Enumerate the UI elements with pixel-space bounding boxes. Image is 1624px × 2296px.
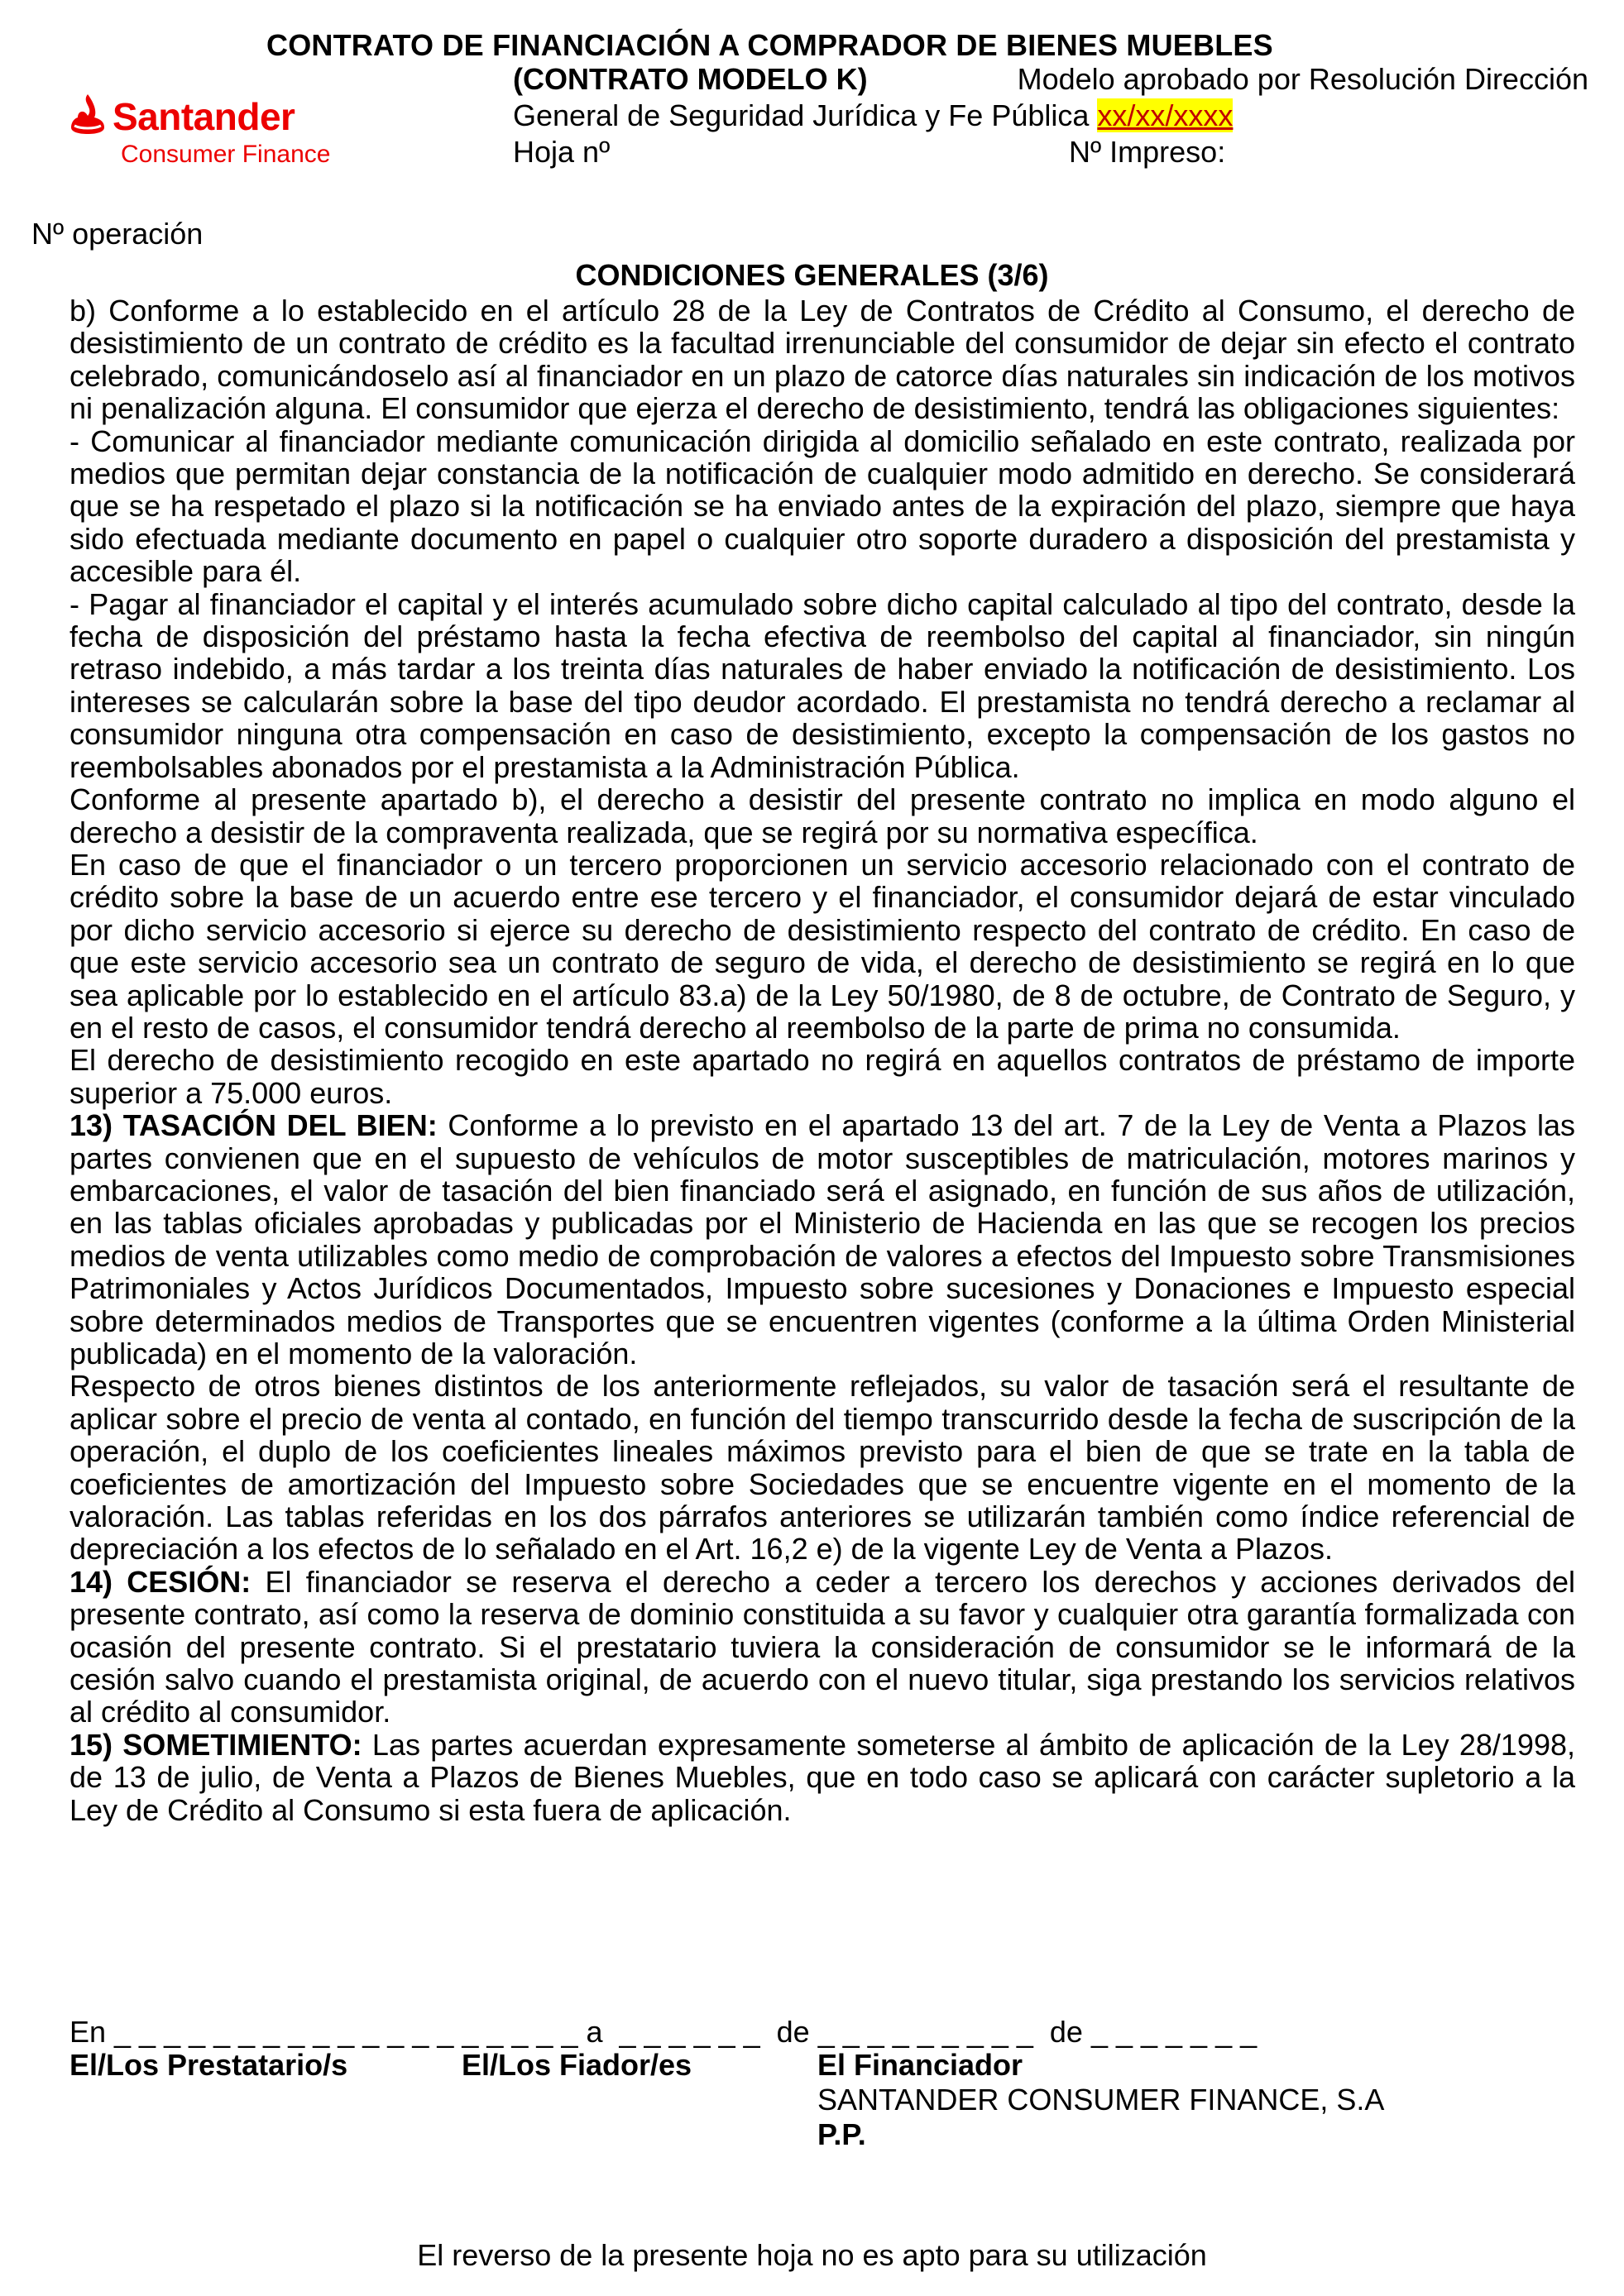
flame-icon [69,93,106,136]
document-title: CONTRATO DE FINANCIACIÓN A COMPRADOR DE BIENES MUEBLES [266,28,1273,62]
clause-paragraph: Conforme al presente apartado b), el derecho a desistir del presente contrato no implica en modo alguno el derecho a desistir de la compraventa realizada, que se regirá por su normativa específica. [69,782,1575,849]
clause-heading: 15) SOMETIMIENTO: [69,1727,362,1762]
clause-paragraph: En caso de que el financiador o un tercero proporcionen un servicio accesorio relacionado con el contrato de crédito sobre la base de un acuerdo entre ese tercero y el financiador, el consumidor dejará de estar vinculado por dicho servicio accesorio si ejerce su derecho de desistimiento respecto del contrato de crédito. En caso de que este servicio accesorio sea un contrato de seguro de vida, el derecho de desistimiento se regirá en lo que sea aplicable por lo establecido en el artículo 83.a) de la Ley 50/1980, de 8 de octubre, de Contrato de Seguro, y en el resto de casos, el consumidor tendrá derecho al reembolso de la parte de prima no consumida. [69,847,1575,1045]
model-date: xx/xx/xxxx [1097,98,1234,132]
place-date-line: En _ _ _ _ _ _ _ _ _ _ _ _ _ _ _ _ _ _ _ a _ _ _ _ _ _ de _ _ _ _ _ _ _ _ _ de _ _ _ _ _ _ _ [69,2015,1258,2049]
clause-text: Las partes acuerdan expresamente someterse al ámbito de aplicación de la Ley 28/1998, de 13 de julio, de Venta a Plazos de Bienes Muebles, que en todo caso se aplicará con carácter supletorio a la Ley de Crédito al Consumo si esta fuera de aplicación. [69,1727,1575,1827]
clause-heading: 13) TASACIÓN DEL BIEN: [69,1108,438,1143]
model-info [513,61,1588,170]
clause-sometimiento [69,1729,1575,1826]
financier-pp: P.P. [817,2117,866,2151]
clause-cesion [69,1566,1575,1729]
clause-paragraph: b) Conforme a lo establecido en el artículo 28 de la Ley de Contratos de Crédito al Consumo, el derecho de desistimiento de un contrato de crédito es la facultad irrenunciable del consumidor de dejar sin efecto el contrato celebrado, comunicándoselo así al financiador en un plazo de catorce días naturales sin indicación de los motivos ni penalización alguna. El consumidor que ejerza el derecho de desistimiento, tendrá las obligaciones siguientes: [69,294,1575,426]
sheet-number-label: Hoja nº [513,135,611,169]
clause-paragraph: Respecto de otros bienes distintos de los anteriormente reflejados, su valor de tasación será el resultante de aplicar sobre el precio de venta al contado, en función del tiempo transcurrido desde la fecha de suscripción de la operación, el duplo de los coeficientes lineales máximos previsto para el bien de que se trate en la tabla de coeficientes de amortización del Impuesto sobre Sociedades que se encuentre vigente en el momento de la valoración. Las tablas referidas en los dos párrafos anteriores se utilizarán también como índice referencial de depreciación a los efectos de lo señalado en el Art. 16,2 e) de la vigente Ley de Venta a Plazos. [69,1369,1575,1567]
signature-borrower: El/Los Prestatario/s [69,2048,348,2082]
model-approval-1: Modelo aprobado por Resolución Dirección [1017,62,1588,96]
print-number-label: Nº Impreso: [1069,135,1226,169]
operation-number-label: Nº operación [31,217,204,251]
clause-text: El financiador se reserva el derecho a ceder a tercero los derechos y acciones derivados del presente contrato, así como la reserva de dominio constituida a su favor y cualquier otra garantía formalizada con ocasión del presente contrato. Si el prestatario tuviera la consideración de consumidor se le informará de la cesión salvo cuando el prestamista original, de acuerdo con el nuevo titular, siga prestando los servicios relativos al crédito al consumidor. [69,1564,1575,1729]
clause-paragraph: El derecho de desistimiento recogido en este apartado no regirá en aquellos contratos de préstamo de importe superior a 75.000 euros. [69,1043,1575,1110]
clause-paragraph: - Pagar al financiador el capital y el interés acumulado sobre dicho capital calculado al tipo del contrato, desde la fecha de disposición del préstamo hasta la fecha efectiva de reembolso del capital al financiador, sin ningún retraso indebido, a más tardar a los treinta días naturales de haber enviado la notificación de desistimiento. Los intereses se calcularán sobre la base del tipo deudor acordado. El prestamista no tendrá derecho a reclamar al consumidor ninguna otra compensación en caso de desistimiento, excepto la compensación de los gastos no reembolsables abonados por el prestamista a la Administración Pública. [69,586,1575,784]
model-code: (CONTRATO MODELO K) [513,62,868,96]
financier-label: El Financiador [817,2048,1023,2082]
santander-logo [69,93,343,172]
clause-tasacion [69,1109,1575,1370]
clause-heading: 14) CESIÓN: [69,1564,252,1599]
section-title: CONDICIONES GENERALES (3/6) [575,258,1049,292]
clause-paragraph: - Comunicar al financiador mediante comunicación dirigida al domicilio señalado en este contrato, realizada por medios que permitan dejar constancia de la notificación de cualquier modo admitido en derecho. Se considerará que se ha respetado el plazo si la notificación se ha enviado antes de la expiración del plazo, siempre que haya sido efectuada mediante documento en papel o cualquier otro soporte duradero a disposición del prestamista y accesible para él. [69,423,1575,589]
logo-brand-text: Santander [113,95,295,138]
signature-guarantor: El/Los Fiador/es [462,2048,692,2082]
footer-note: El reverso de la presente hoja no es apto para su utilización [417,2238,1207,2272]
financier-company: SANTANDER CONSUMER FINANCE, S.A [817,2083,1385,2117]
contract-body [69,294,1575,1826]
signature-financier [817,2048,1384,2152]
model-approval-2: General de Seguridad Jurídica y Fe Pública [513,98,1090,132]
logo-subtitle: Consumer Finance [121,141,331,168]
clause-text: Conforme a lo previsto en el apartado 13 del art. 7 de la Ley de Venta a Plazos las partes convienen que en el supuesto de vehículos de motor susceptibles de matriculación, motores marinos y embarcaciones, el valor de tasación del bien financiado será el asignado, en función de sus años de utilización, en las tablas oficiales aprobadas y publicadas por el Ministerio de Hacienda en las que se recogen los precios medios de venta utilizables como medio de comprobación de valores a efectos del Impuesto sobre Transmisiones Patrimoniales y Actos Jurídicos Documentados, Impuesto sobre sucesiones y Donaciones e Impuesto especial sobre determinados medios de Transportes que se encuentren vigentes (conforme a la última Orden Ministerial publicada) en el momento de la valoración. [69,1108,1575,1370]
